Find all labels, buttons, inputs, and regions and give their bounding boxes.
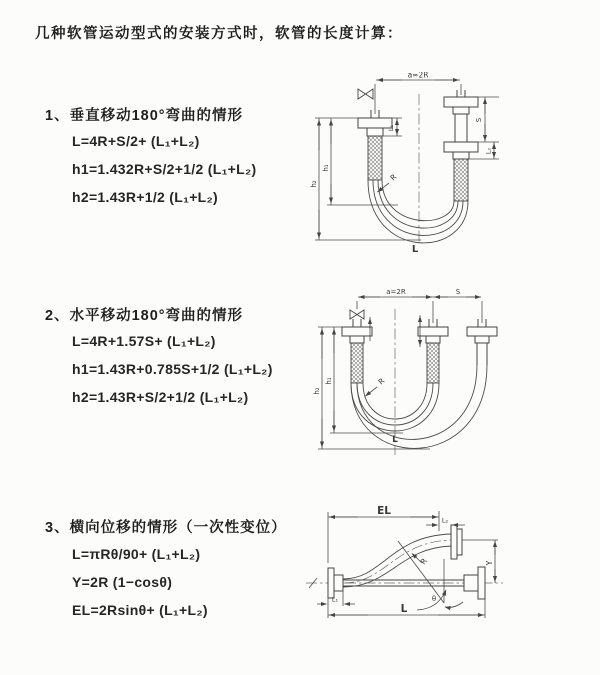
- label-a2r: a=2R: [386, 288, 406, 296]
- radius-callout: [366, 376, 387, 396]
- section-1-formula-h2: h2=1.43R+1/2 (L₁+L₂): [72, 189, 219, 205]
- section-1-heading: 1、垂直移动180°弯曲的情形: [45, 108, 244, 124]
- label-el: EL: [377, 505, 391, 517]
- label-l2: L₂: [441, 516, 449, 525]
- label-s: S: [475, 117, 483, 123]
- label-s: S: [455, 288, 461, 296]
- label-l2: L₂: [484, 147, 493, 155]
- label-h1: h₁: [325, 377, 333, 385]
- section-1-formula-h1: h1=1.432R+S/2+1/2 (L₁+L₂): [72, 161, 257, 177]
- section-2-formula-h2: h2=1.43R+S/2+1/2 (L₁+L₂): [72, 389, 249, 405]
- label-r: R: [376, 376, 387, 387]
- label-y: Y: [485, 560, 494, 566]
- left-pipe-flange: [358, 110, 392, 180]
- radius-callout: [412, 554, 429, 567]
- section-2-formula-L: L=4R+1.57S+ (L₁+L₂): [72, 333, 216, 349]
- label-l1: L₁: [331, 595, 339, 604]
- hose-u-bends: [368, 180, 468, 243]
- diagram-horizontal-180-bend: [308, 283, 560, 469]
- dimension-a2r: [375, 72, 461, 114]
- label-h2: h₂: [310, 180, 318, 188]
- dimension-a2r-s: [357, 288, 482, 323]
- left-pipe-flange: [342, 319, 372, 383]
- section-1-formula-L: L=4R+S/2+ (L₁+L₂): [72, 133, 200, 149]
- page-title: 几种软管运动型式的安装方式时，软管的长度计算：: [35, 26, 403, 42]
- label-theta: θ: [431, 595, 437, 603]
- section-3-formula-L: L=πRθ/90+ (L₁+L₂): [72, 546, 201, 562]
- dimension-h1-h2: [313, 327, 430, 449]
- dimension-l: [328, 595, 485, 618]
- label-h2: h₂: [313, 387, 321, 395]
- label-r: R: [388, 172, 399, 183]
- label-l-length: L: [400, 603, 408, 615]
- section-2-heading: 2、水平移动180°弯曲的情形: [45, 308, 244, 324]
- diagram-lateral-displacement: [298, 503, 585, 651]
- left-flange: [328, 568, 343, 598]
- diagram-vertical-180-bend: [303, 72, 547, 256]
- right-pipe-flange: [444, 90, 478, 201]
- dimension-l1: [317, 590, 355, 606]
- dimension-h1-h2: [310, 118, 421, 240]
- section-3-formula-EL: EL=2Rsinθ+ (L₁+L₂): [72, 602, 208, 618]
- section-2-formula-h1: h1=1.43R+0.785S+1/2 (L₁+L₂): [72, 361, 273, 377]
- valve-icon: [350, 310, 364, 319]
- valve-icon: [358, 89, 373, 99]
- label-r: R: [418, 556, 429, 567]
- section-3-heading: 3、横向位移的情形（一次性变位）: [45, 520, 287, 536]
- label-h1: h₁: [322, 164, 330, 172]
- label-a2r: a=2R: [407, 72, 429, 80]
- middle-pipe-flange: [418, 319, 448, 383]
- section-3-formula-Y: Y=2R (1−cosθ): [72, 574, 173, 590]
- label-l1: L₁: [387, 124, 395, 132]
- hose-u-bends: [351, 365, 487, 448]
- dimension-l2: [426, 517, 465, 526]
- label-l-length: L: [411, 244, 419, 255]
- label-l-length: L: [392, 435, 398, 445]
- dimension-el: [328, 505, 439, 563]
- moved-pipe-flange: [467, 319, 497, 365]
